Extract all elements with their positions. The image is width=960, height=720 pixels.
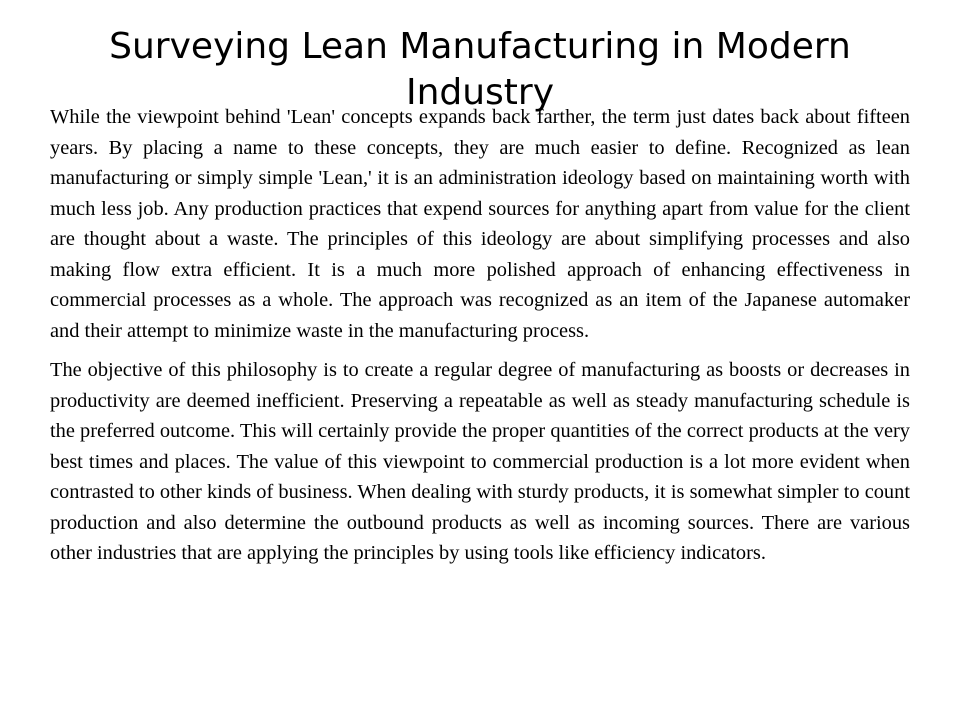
body-paragraph-2: The objective of this philosophy is to create a regular degree of manufacturing as boosts or decreases in productivity are deemed inefficient. Preserving a repeatable as well as steady manufacturing schedule is the preferred outcome. This will certainly provide the proper quantities of the correct products at the very best times and places. The value of this viewpoint to commercial production is a lot more evident when contrasted to other kinds of business. When dealing with sturdy products, it is somewhat simpler to count production and also determine the outbound products as well as incoming sources. There are various other industries that are applying the principles by using tools like efficiency indicators.	[50, 359, 910, 564]
slide-title: Surveying Lean Manufacturing in Modern Industry	[109, 26, 851, 113]
body-paragraph-1: While the viewpoint behind 'Lean' concepts expands back farther, the term just dates back about fifteen years. By placing a name to these concepts, they are much easier to define. Recognized as lean manufacturing or simply simple 'Lean,' it is an administration ideology based on maintaining worth with much less job. Any production practices that expend sources for anything apart from value for the client are thought about a waste. The principles of this ideology are about simplifying processes and also making flow extra efficient. It is a much more polished approach of enhancing effectiveness in commercial processes as a whole. The approach was recognized as an item of the Japanese automaker and their attempt to minimize waste in the manufacturing process.	[50, 106, 910, 342]
slide-body	[50, 102, 910, 578]
